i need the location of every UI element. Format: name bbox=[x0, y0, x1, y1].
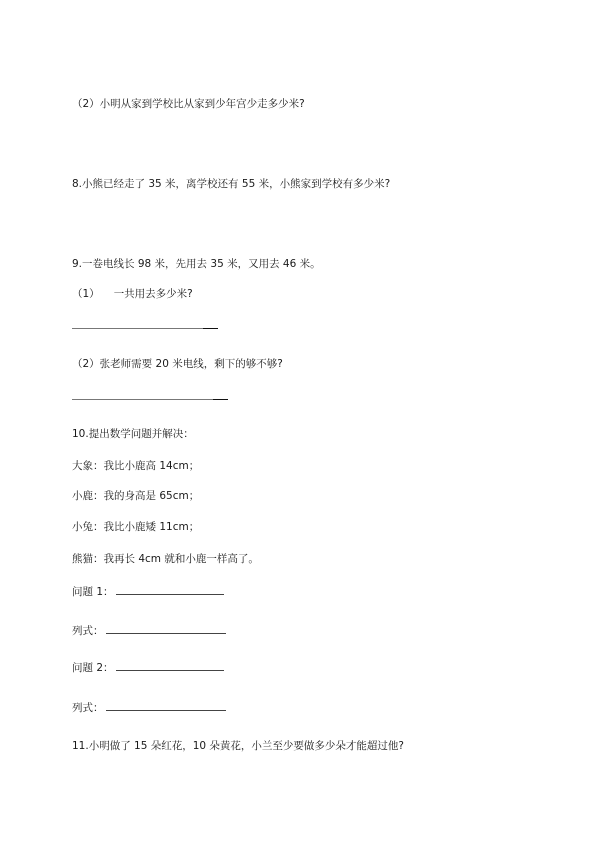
question-1-label: 问题 1： bbox=[72, 586, 114, 598]
statement-elephant: 大象：我比小鹿高 14cm； bbox=[72, 460, 200, 472]
question-9: 9.一卷电线长 98 米，先用去 35 米，又用去 46 米。 bbox=[72, 258, 321, 270]
question-1-row bbox=[72, 584, 224, 599]
formula-1-blank[interactable] bbox=[106, 623, 226, 634]
statement-rabbit: 小兔：我比小鹿矮 11cm； bbox=[72, 521, 200, 533]
answer-line-9-2[interactable] bbox=[72, 399, 228, 400]
answer-line-9-1[interactable] bbox=[72, 328, 218, 329]
question-9-part-1-number: （1） bbox=[72, 288, 100, 300]
question-2-row bbox=[72, 660, 224, 675]
question-9-part-1 bbox=[72, 287, 193, 301]
question-2-blank[interactable] bbox=[116, 660, 224, 671]
question-2-label: 问题 2： bbox=[72, 662, 114, 674]
formula-2-blank[interactable] bbox=[106, 700, 226, 711]
question-1-blank[interactable] bbox=[116, 584, 224, 595]
question-8: 8.小熊已经走了 35 米，离学校还有 55 米，小熊家到学校有多少米? bbox=[72, 178, 391, 190]
statement-panda: 熊猫：我再长 4cm 就和小鹿一样高了。 bbox=[72, 553, 259, 565]
question-9-part-2: （2）张老师需要 20 米电线，剩下的够不够? bbox=[72, 358, 283, 370]
formula-1-label: 列式： bbox=[72, 625, 104, 637]
formula-2-label: 列式： bbox=[72, 702, 104, 714]
question-10: 10.提出数学问题并解决： bbox=[72, 428, 194, 440]
question-11: 11.小明做了 15 朵红花，10 朵黄花，小兰至少要做多少朵才能超过他? bbox=[72, 740, 405, 752]
statement-deer: 小鹿：我的身高是 65cm； bbox=[72, 490, 200, 502]
question-7-part-2: （2）小明从家到学校比从家到少年宫少走多少米? bbox=[72, 98, 305, 110]
question-9-part-1-text: 一共用去多少米? bbox=[113, 288, 193, 300]
formula-2-row bbox=[72, 700, 226, 715]
formula-1-row bbox=[72, 623, 226, 638]
